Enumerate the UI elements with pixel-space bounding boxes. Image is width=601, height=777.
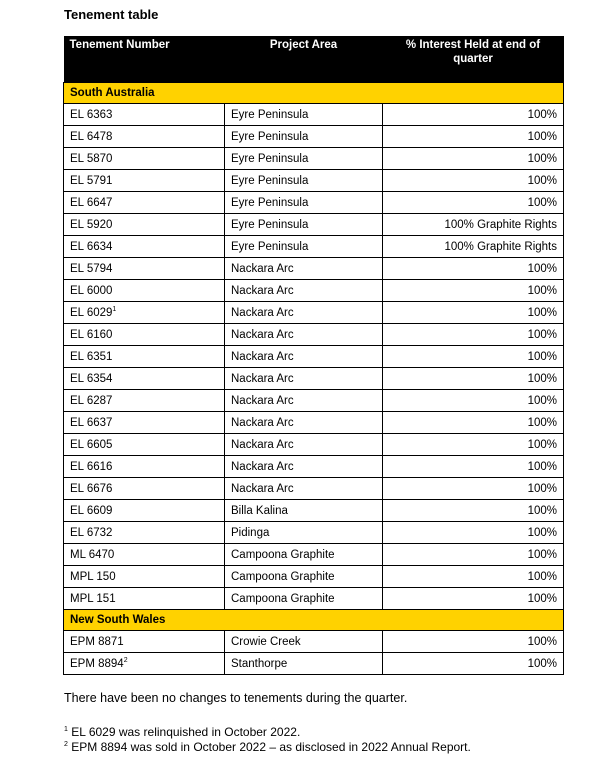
interest-held-cell: 100% <box>383 104 564 126</box>
project-area-cell: Nackara Arc <box>225 346 383 368</box>
tenement-number: EL 6616 <box>70 460 113 473</box>
table-row <box>64 214 564 236</box>
interest-held-cell: 100% <box>383 258 564 280</box>
tenement-number: EL 6354 <box>70 372 113 385</box>
project-area-cell: Nackara Arc <box>225 324 383 346</box>
tenement-number-cell <box>64 236 225 258</box>
tenement-number: MPL 150 <box>70 570 116 583</box>
table-row <box>64 170 564 192</box>
footnote-1 <box>64 725 300 739</box>
table-row <box>64 390 564 412</box>
tenement-number: EL 6676 <box>70 482 113 495</box>
interest-held-cell: 100% <box>383 522 564 544</box>
table-row <box>64 500 564 522</box>
tenement-number-cell <box>64 126 225 148</box>
tenement-number-cell <box>64 346 225 368</box>
project-area-cell: Nackara Arc <box>225 434 383 456</box>
tenement-number-cell <box>64 324 225 346</box>
header-project-area: Project Area <box>225 36 383 83</box>
region-row <box>64 610 564 631</box>
tenement-number: EL 6287 <box>70 394 113 407</box>
interest-held-cell: 100% <box>383 126 564 148</box>
tenement-number: EL 5920 <box>70 218 113 231</box>
tenement-number-cell <box>64 148 225 170</box>
interest-held-cell: 100% <box>383 390 564 412</box>
table-row <box>64 522 564 544</box>
table-title: Tenement table <box>64 7 159 22</box>
project-area-cell: Eyre Peninsula <box>225 236 383 258</box>
tenement-number: EL 5870 <box>70 152 113 165</box>
table-row <box>64 412 564 434</box>
interest-held-cell: 100% <box>383 566 564 588</box>
project-area-cell: Nackara Arc <box>225 258 383 280</box>
tenement-number-cell <box>64 500 225 522</box>
interest-held-cell: 100% <box>383 434 564 456</box>
interest-held-cell: 100% <box>383 302 564 324</box>
footnote-text: EPM 8894 was sold in October 2022 – as disclosed in 2022 Annual Report. <box>71 740 471 754</box>
tenement-number: MPL 151 <box>70 592 116 605</box>
table-row <box>64 653 564 675</box>
tenement-number-cell <box>64 566 225 588</box>
project-area-cell: Stanthorpe <box>225 653 383 675</box>
interest-held-cell: 100% <box>383 631 564 653</box>
tenement-number-cell <box>64 631 225 653</box>
table-row <box>64 631 564 653</box>
interest-held-cell: 100% <box>383 500 564 522</box>
interest-held-cell: 100% <box>383 544 564 566</box>
tenement-number: EL 6605 <box>70 438 113 451</box>
header-interest-held: % Interest Held at end of quarter <box>383 36 564 83</box>
table-row <box>64 368 564 390</box>
table-body <box>64 83 564 675</box>
interest-held-cell: 100% <box>383 170 564 192</box>
tenement-number-cell <box>64 258 225 280</box>
tenement-number-cell <box>64 214 225 236</box>
region-label: South Australia <box>64 83 564 104</box>
table-row <box>64 236 564 258</box>
table-row <box>64 346 564 368</box>
tenement-number-cell <box>64 412 225 434</box>
tenement-number-cell <box>64 302 225 324</box>
tenement-table <box>63 36 564 675</box>
tenement-number-cell <box>64 456 225 478</box>
project-area-cell: Eyre Peninsula <box>225 104 383 126</box>
header-tenement-number: Tenement Number <box>64 36 225 83</box>
project-area-cell: Eyre Peninsula <box>225 126 383 148</box>
project-area-cell: Nackara Arc <box>225 390 383 412</box>
tenement-number: EL 6351 <box>70 350 113 363</box>
tenement-number: EL 6363 <box>70 108 113 121</box>
tenement-number-cell <box>64 368 225 390</box>
tenement-number-cell <box>64 478 225 500</box>
table-row <box>64 478 564 500</box>
interest-held-cell: 100% <box>383 192 564 214</box>
project-area-cell: Billa Kalina <box>225 500 383 522</box>
changes-note: There have been no changes to tenements during the quarter. <box>64 691 408 705</box>
table-row <box>64 324 564 346</box>
interest-held-cell: 100% <box>383 456 564 478</box>
tenement-number: EL 6609 <box>70 504 113 517</box>
table-row <box>64 434 564 456</box>
footnote-reference: 1 <box>112 305 117 313</box>
table-row <box>64 456 564 478</box>
tenement-number: EL 5794 <box>70 262 113 275</box>
tenement-number-cell <box>64 653 225 675</box>
tenement-number-cell <box>64 434 225 456</box>
tenement-number: EL 6634 <box>70 240 113 253</box>
project-area-cell: Nackara Arc <box>225 280 383 302</box>
tenement-number: EL 6000 <box>70 284 113 297</box>
tenement-number-cell <box>64 104 225 126</box>
interest-held-cell: 100% <box>383 346 564 368</box>
interest-held-cell: 100% <box>383 324 564 346</box>
table-row <box>64 302 564 324</box>
project-area-cell: Eyre Peninsula <box>225 214 383 236</box>
project-area-cell: Nackara Arc <box>225 302 383 324</box>
tenement-number: EL 6637 <box>70 416 113 429</box>
tenement-number: EL 6029 <box>70 306 113 319</box>
tenement-number: ML 6470 <box>70 548 115 561</box>
project-area-cell: Eyre Peninsula <box>225 148 383 170</box>
tenement-number: EL 6478 <box>70 130 113 143</box>
tenement-number: EL 6160 <box>70 328 113 341</box>
project-area-cell: Nackara Arc <box>225 412 383 434</box>
interest-held-cell: 100% <box>383 412 564 434</box>
project-area-cell: Nackara Arc <box>225 478 383 500</box>
footnote-reference: 2 <box>123 656 128 664</box>
tenement-number: EL 6647 <box>70 196 113 209</box>
interest-held-cell: 100% <box>383 280 564 302</box>
tenement-number-cell <box>64 522 225 544</box>
table-row <box>64 280 564 302</box>
tenement-number-cell <box>64 170 225 192</box>
interest-held-cell: 100% <box>383 368 564 390</box>
footnote-2 <box>64 740 471 754</box>
tenement-number: EL 6732 <box>70 526 113 539</box>
tenement-number: EL 5791 <box>70 174 113 187</box>
table-header <box>64 36 564 83</box>
project-area-cell: Pidinga <box>225 522 383 544</box>
table-row <box>64 104 564 126</box>
project-area-cell: Crowie Creek <box>225 631 383 653</box>
interest-held-cell: 100% <box>383 588 564 610</box>
project-area-cell: Eyre Peninsula <box>225 192 383 214</box>
tenement-number-cell <box>64 544 225 566</box>
project-area-cell: Nackara Arc <box>225 368 383 390</box>
project-area-cell: Campoona Graphite <box>225 588 383 610</box>
tenement-number: EPM 8894 <box>70 657 124 670</box>
tenement-number-cell <box>64 390 225 412</box>
table-row <box>64 566 564 588</box>
table-row <box>64 544 564 566</box>
tenement-number-cell <box>64 588 225 610</box>
table-row <box>64 258 564 280</box>
interest-held-cell: 100% <box>383 653 564 675</box>
table-row <box>64 148 564 170</box>
table-row <box>64 588 564 610</box>
project-area-cell: Campoona Graphite <box>225 566 383 588</box>
table-row <box>64 126 564 148</box>
project-area-cell: Nackara Arc <box>225 456 383 478</box>
interest-held-cell: 100% Graphite Rights <box>383 236 564 258</box>
footnote-mark: 2 <box>64 741 68 748</box>
footnote-mark: 1 <box>64 726 68 733</box>
interest-held-cell: 100% <box>383 148 564 170</box>
region-label: New South Wales <box>64 610 564 631</box>
footnote-text: EL 6029 was relinquished in October 2022. <box>71 725 301 739</box>
tenement-number: EPM 8871 <box>70 635 124 648</box>
interest-held-cell: 100% <box>383 478 564 500</box>
interest-held-cell: 100% Graphite Rights <box>383 214 564 236</box>
region-row <box>64 83 564 104</box>
project-area-cell: Eyre Peninsula <box>225 170 383 192</box>
tenement-number-cell <box>64 192 225 214</box>
tenement-number-cell <box>64 280 225 302</box>
table-row <box>64 192 564 214</box>
project-area-cell: Campoona Graphite <box>225 544 383 566</box>
